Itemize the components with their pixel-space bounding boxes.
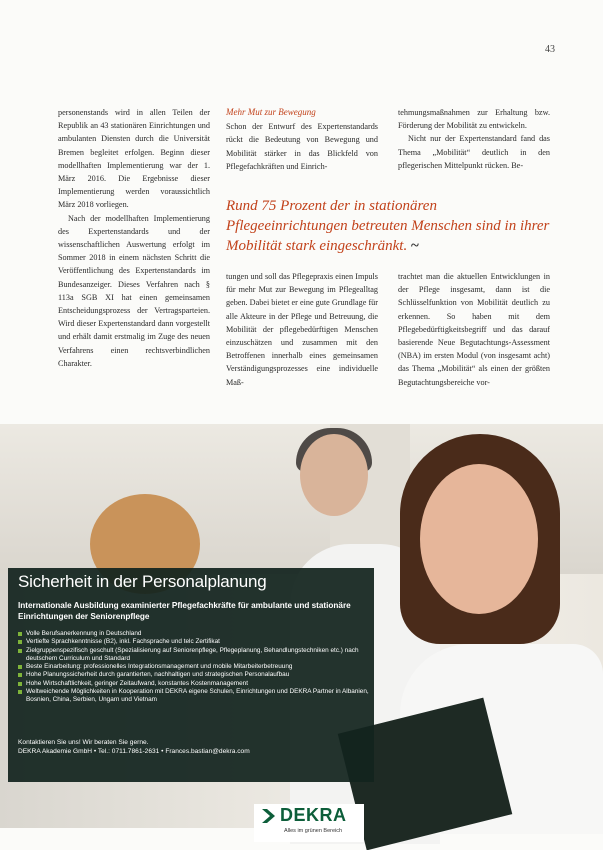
brand-name: DEKRA [280, 805, 347, 825]
paragraph: Nach der modellhaften Implementierung des Expertenstandards und der wissenschaftlichen Auswertung erfolgt im Sommer 2018 in einem nächsten Schritt die Veröffentlichung des Expertenstandards im Bundesanzeiger. Dieses Verfahren nach § 113a SGB XI hat einen gemeinsamen Entscheidungsprozess der Vertragsparteien. Wird dieser Expertenstandard dann vorgestellt und erhält damit erstmalig im Zuge des neuen Verfahrens einen rechtsverbindlichen Charakter. [58, 213, 210, 368]
list-item: Hohe Planungssicherheit durch garantierten, nachhaltigen und strategischen Personalaufbau [18, 671, 370, 679]
ad-subline: Internationale Ausbildung examinierter Pflegefachkräfte für ambulante und stationäre Einrichtungen der Seniorenpflege [18, 601, 351, 621]
doctor-head [300, 434, 368, 516]
paragraph: personenstands wird in allen Teilen der Republik an 43 stationären Einrichtungen und ambulanten Diensten durch die Universität Bremen begleitet erfolgen. Beginn dieser modellhaften Implementierung war der 1. März 2016. Die Ergebnisse dieser Implementierung werden voraussichtlich März 2018 vorliegen. [58, 108, 210, 210]
pull-quote-text: Rund 75 Prozent der in stationären Pflegeeinrichtungen betreuten Menschen sind in ihrer Mobilität stark eingeschränkt. [226, 198, 550, 254]
list-item: Vertiefte Sprachkenntnisse (B2), inkl. Fachsprache und telc Zertifikat [18, 638, 370, 646]
ad-headline: Sicherheit in der Personalplanung [18, 572, 267, 591]
section-subheading: Mehr Mut zur Bewegung [226, 107, 316, 117]
paragraph: tungen und soll das Pflegepraxis einen Impuls für mehr Mut zur Bewegung im Pflegealltag geben. Dabei bietet er eine gute Grundlage für alle Akteure in der Pflege und Betreuung, die Mobilität der pflegebedürftigen Menschen einzuschätzen und zusammen mit den Betroffenen innerhalb eines gemeinsamen Verständigungsprozesses eine individuelle Maß- [226, 272, 378, 387]
contact-line: Kontaktieren Sie uns! Wir beraten Sie gerne. [18, 739, 149, 746]
article-column-2 [226, 106, 378, 173]
advertisement [0, 424, 603, 834]
ad-contact [18, 738, 250, 756]
page-number: 43 [545, 44, 555, 55]
article-column-3 [398, 106, 550, 172]
pull-quote [226, 196, 556, 256]
dekra-logo [254, 804, 364, 842]
paragraph: trachtet man die aktuellen Entwicklungen in der Pflege insgesamt, dann ist die Schlüsselfunktion von Mobilität deutlich zu erkennen. So haben mit dem Pflegebedürftigkeitsbegriff und das darauf basierende Neue Begutachtungs-Assessment (NBA) im ersten Modul (von insgesamt acht) das Thema „Mobilität“ als einen der größten Begutachtungsbereiche vor- [398, 272, 550, 387]
list-item: Weltweichende Möglichkeiten in Kooperation mit DEKRA eigene Schulen, Einrichtungen und DEKRA Partner in Albanien, Bosnien, China, Serbien, Ungarn und Vietnam [18, 688, 370, 705]
article-column-1 [58, 106, 210, 370]
list-item: Volle Berufsanerkennung in Deutschland [18, 630, 370, 638]
nurse-face [420, 464, 538, 614]
article-column-2-lower [226, 270, 378, 389]
dekra-chevron-icon [260, 807, 278, 825]
brand-slogan: Alles im grünen Bereich [284, 828, 343, 834]
list-item: Zielgruppenspezifisch geschult (Spezialisierung auf Seniorenpflege, Pflegeplanung, Behandlungstechniken etc.) nach deutschem Curriculum und Standard [18, 647, 370, 664]
list-item: Hohe Wirtschaftlichkeit, geringer Zeitaufwand, konstantes Kostenmanagement [18, 680, 370, 688]
list-item: Beste Einarbeitung: professionelles Integrationsmanagement und mobile Mitarbeiterbetreuung [18, 663, 370, 671]
ad-bullet-list [18, 630, 370, 705]
article-column-3-lower [398, 270, 550, 389]
ad-text-panel [8, 568, 374, 782]
paragraph: tehmungsmaßnahmen zur Erhaltung bzw. Förderung der Mobilität zu entwickeln. [398, 108, 550, 131]
squiggle-mark: ~ [410, 238, 419, 254]
paragraph: Schon der Entwurf des Expertenstandards rückt die Bedeutung von Bewegung und Mobilität stärker in das Blickfeld von Pflegefachkräften und Einrich- [226, 122, 378, 171]
contact-details[interactable]: DEKRA Akademie GmbH • Tel.: 0711.7861-2631 • Frances.bastian@dekra.com [18, 748, 250, 755]
paragraph: Nicht nur der Expertenstandard fand das Thema „Mobilität“ deutlich in den pflegerischen Mittelpunkt rücken. Be- [398, 134, 550, 170]
